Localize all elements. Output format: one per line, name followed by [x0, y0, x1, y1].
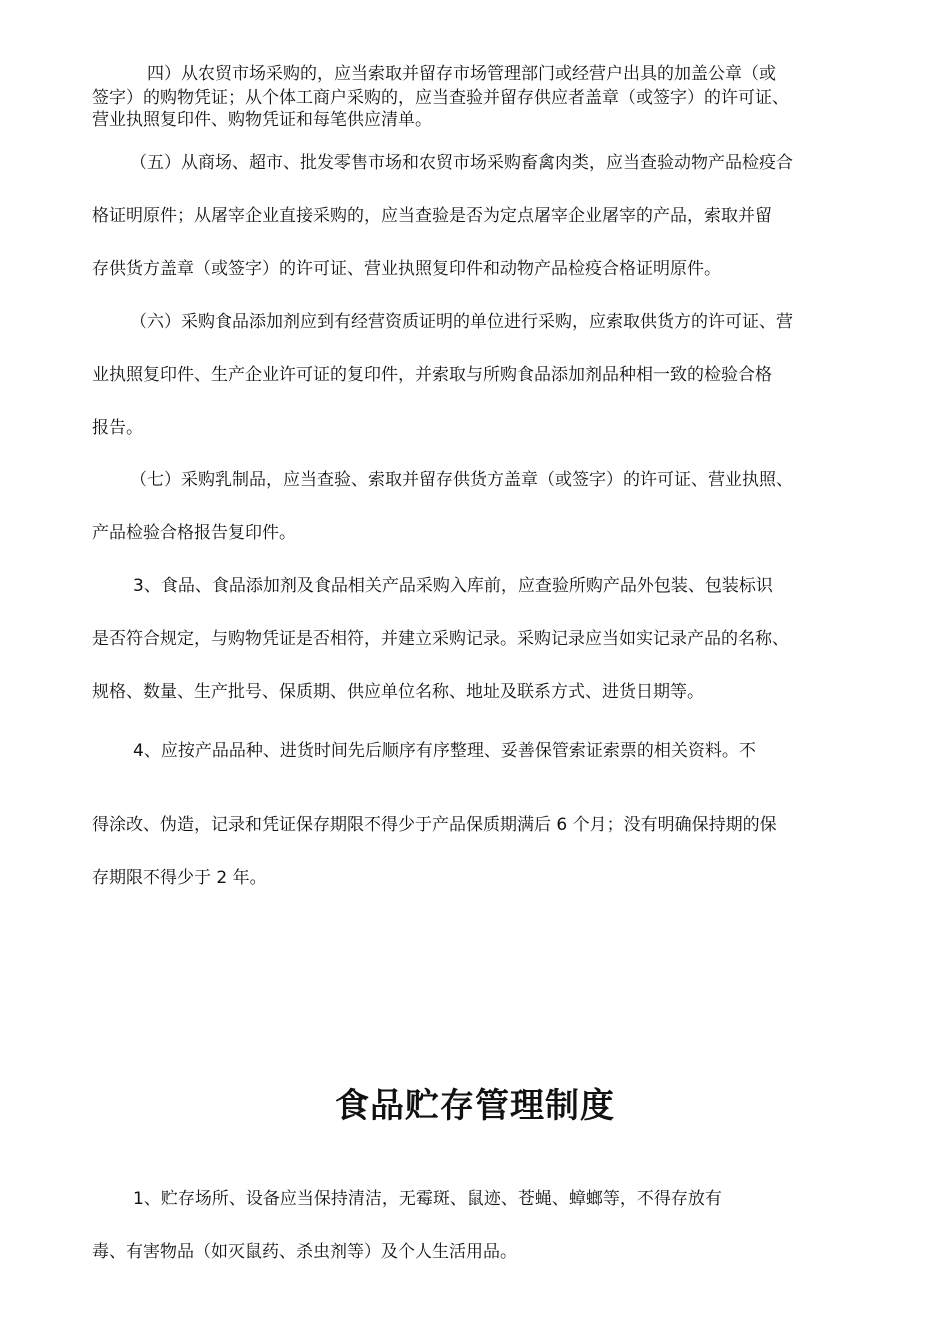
- item-six-line-2: 业执照复印件、生产企业许可证的复印件，并索取与所购食品添加剂品种相一致的检验合格: [92, 365, 772, 385]
- point-three-line-2: 是否符合规定，与购物凭证是否相符，并建立采购记录。采购记录应当如实记录产品的名称、: [92, 629, 789, 649]
- item-seven-line-2: 产品检验合格报告复印件。: [92, 523, 296, 543]
- point-three-line-3: 规格、数量、生产批号、保质期、供应单位名称、地址及联系方式、进货日期等。: [92, 682, 704, 702]
- item-four-line-3: 营业执照复印件、购物凭证和每笔供应清单。: [92, 110, 432, 130]
- item-four-line-2: 签字）的购物凭证；从个体工商户采购的，应当查验并留存供应者盖章（或签字）的许可证、: [92, 88, 789, 108]
- item-six-line-3: 报告。: [92, 418, 143, 438]
- item-seven-line-1: （七）采购乳制品，应当查验、索取并留存供货方盖章（或签字）的许可证、营业执照、: [130, 470, 793, 490]
- item-four-line-1: 四）从农贸市场采购的，应当索取并留存市场管理部门或经营户出具的加盖公章（或: [147, 64, 776, 84]
- item-six-line-1: （六）采购食品添加剂应到有经营资质证明的单位进行采购，应索取供货方的许可证、营: [130, 312, 793, 332]
- storage-point-one-line-2: 毒、有害物品（如灭鼠药、杀虫剂等）及个人生活用品。: [92, 1242, 517, 1262]
- item-five-line-1: （五）从商场、超市、批发零售市场和农贸市场采购畜禽肉类，应当查验动物产品检疫合: [130, 153, 793, 173]
- section-title: 食品贮存管理制度: [335, 1086, 615, 1126]
- point-three-line-1: 3、食品、食品添加剂及食品相关产品采购入库前，应查验所购产品外包装、包装标识: [133, 576, 773, 596]
- point-four-line-3: 存期限不得少于 2 年。: [92, 868, 267, 888]
- item-five-line-3: 存供货方盖章（或签字）的许可证、营业执照复印件和动物产品检疫合格证明原件。: [92, 259, 721, 279]
- storage-point-one-line-1: 1、贮存场所、设备应当保持清洁，无霉斑、鼠迹、苍蝇、蟑螂等，不得存放有: [133, 1189, 722, 1209]
- item-five-line-2: 格证明原件；从屠宰企业直接采购的，应当查验是否为定点屠宰企业屠宰的产品，索取并留: [92, 206, 772, 226]
- point-four-line-1: 4、应按产品品种、进货时间先后顺序有序整理、妥善保管索证索票的相关资料。不: [133, 741, 756, 761]
- point-four-line-2: 得涂改、伪造，记录和凭证保存期限不得少于产品保质期满后 6 个月；没有明确保持期的保: [92, 815, 777, 835]
